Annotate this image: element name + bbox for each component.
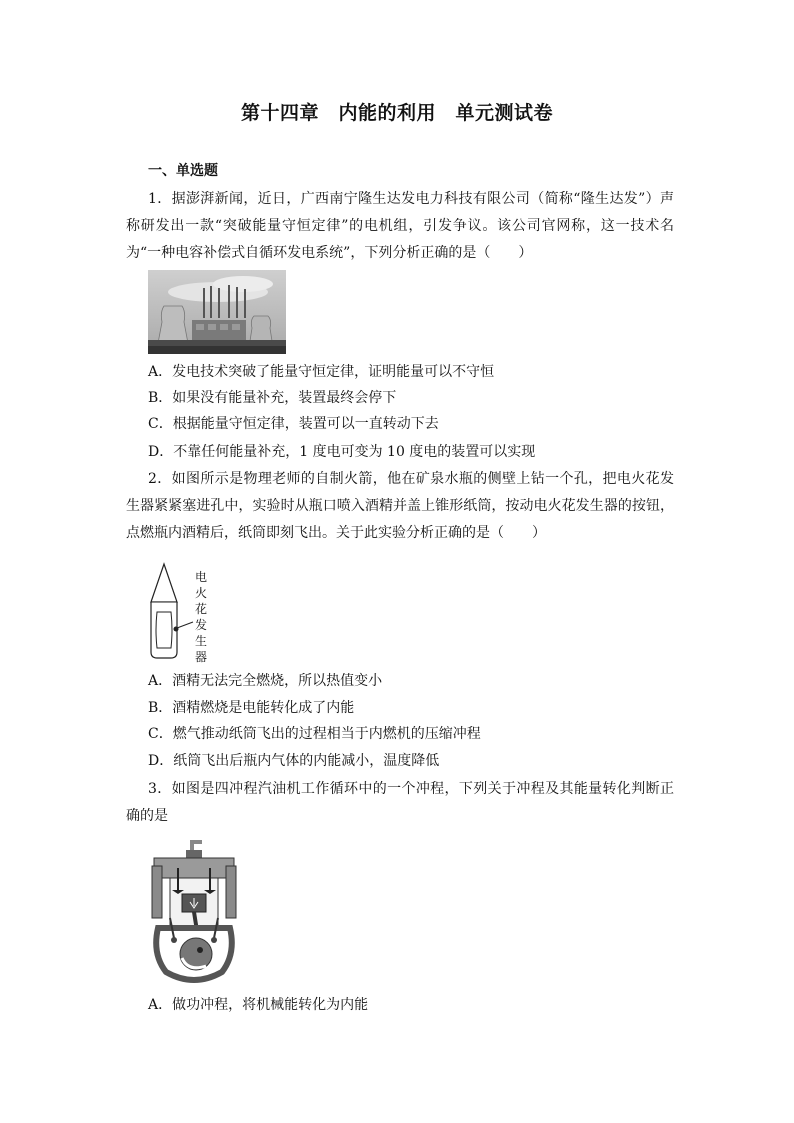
question-3-stem: 3．如图是四冲程汽油机工作循环中的一个冲程，下列关于冲程及其能量转化判断正确的是	[126, 781, 674, 824]
figure-label-char-2: 火	[194, 586, 207, 600]
question-1-option-a: A．发电技术突破了能量守恒定律，证明能量可以不守恒	[148, 364, 495, 380]
engine-stroke-diagram	[148, 838, 240, 988]
question-1-option-b: B．如果没有能量补充，装置最终会停下	[148, 390, 397, 406]
question-2-option-c: C．燃气推动纸筒飞出的过程相当于内燃机的压缩冲程	[148, 726, 481, 742]
question-2-stem: 2．如图所示是物理老师的自制火箭，他在矿泉水瓶的侧壁上钻一个孔，把电火花发生器紧紧塞进孔中，实验时从瓶口喷入酒精并盖上锥形纸筒，按动电火花发生器的按钮，点燃瓶内酒精后，纸筒即刻飞出。关于此实验分析正确的是（ ）	[126, 471, 674, 541]
question-1-stem: 1．据澎湃新闻，近日，广西南宁隆生达发电力科技有限公司（简称“隆生达发”）声称研发出一款“突破能量守恒定律”的电机组，引发争议。该公司官网称，这一技术名为“一种电容补偿式自循环发电系统”，下列分析正确的是（ ）	[126, 191, 674, 261]
power-plant-photo	[148, 270, 286, 354]
figure-label-char-5: 生	[194, 634, 207, 648]
question-1-option-c: C．根据能量守恒定律，装置可以一直转动下去	[148, 416, 439, 432]
page-title: 第十四章 内能的利用 单元测试卷	[240, 102, 553, 124]
figure-label-char-6: 器	[194, 650, 207, 664]
question-3-option-a: A．做功冲程，将机械能转化为内能	[148, 997, 369, 1013]
question-1-option-d: D．不靠任何能量补充，1 度电可变为 10 度电的装置可以实现	[148, 444, 536, 460]
question-2-option-d: D．纸筒飞出后瓶内气体的内能减小，温度降低	[148, 753, 440, 769]
bottle-rocket-diagram	[145, 560, 195, 662]
figure-label-char-3: 花	[194, 602, 207, 616]
question-2-option-a: A．酒精无法完全燃烧，所以热值变小	[148, 673, 383, 689]
section-heading: 一、单选题	[148, 163, 218, 179]
figure-label-char-4: 发	[194, 618, 207, 632]
figure-label-char-1: 电	[194, 570, 207, 584]
question-2-option-b: B．酒精燃烧是电能转化成了内能	[148, 700, 355, 716]
